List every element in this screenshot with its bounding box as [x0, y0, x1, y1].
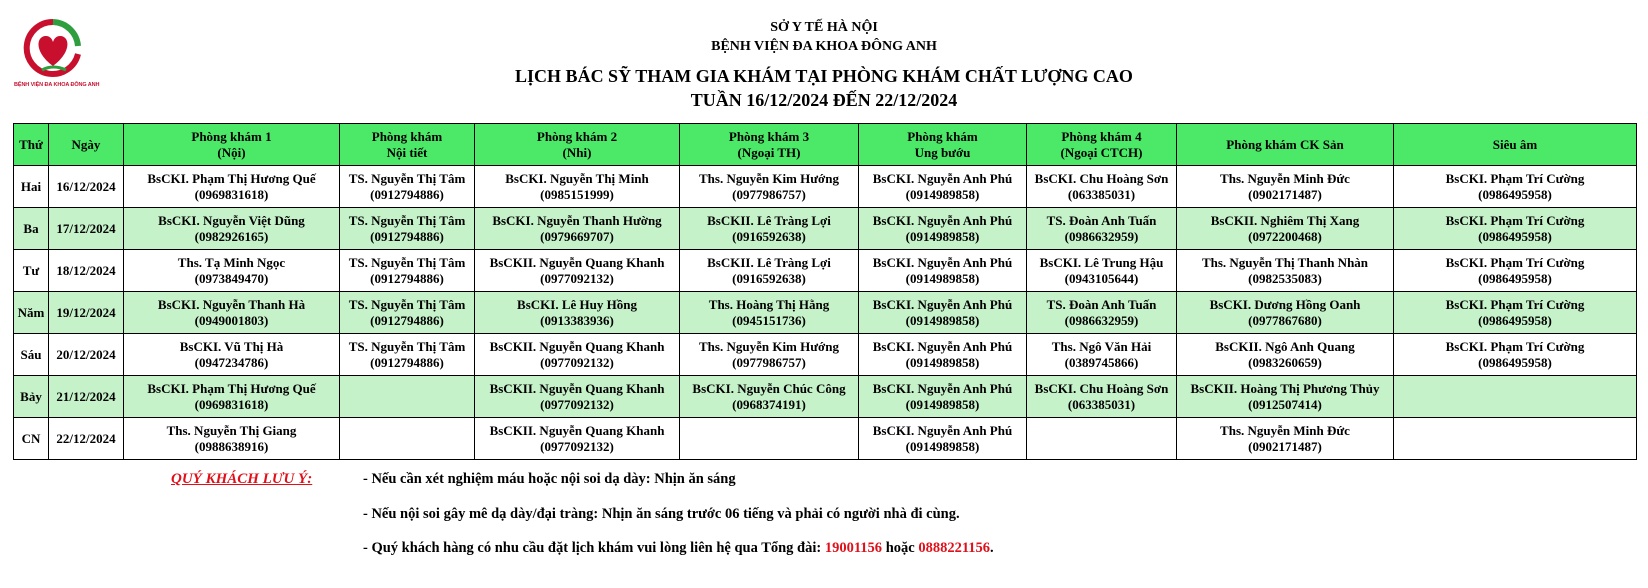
doctor-cell	[340, 292, 475, 334]
doctor-cell	[859, 208, 1027, 250]
column-header-title: Siêu âm	[1492, 136, 1538, 152]
doctor-phone: (0977092132)	[540, 396, 614, 412]
date-cell: 17/12/2024	[49, 208, 124, 250]
note-booking-text: - Quý khách hàng có nhu cầu đặt lịch khám vui lòng liên hệ qua Tổng đài:	[363, 540, 825, 556]
doctor-phone: (0914989858)	[905, 186, 980, 202]
doctor-name: Ths. Nguyễn Thị Thanh Nhàn	[1201, 254, 1369, 270]
doctor-name: TS. Đoàn Anh Tuấn	[1046, 212, 1157, 228]
doctor-cell	[1027, 418, 1177, 460]
doctor-cell	[1394, 166, 1637, 208]
doctor-cell	[1027, 334, 1177, 376]
doctor-cell	[124, 166, 340, 208]
doctor-name: BsCKI. Phạm Thị Hương Quế	[147, 170, 316, 186]
doctor-name: BsCKII. Lê Tràng Lợi	[707, 212, 831, 228]
column-header	[340, 124, 475, 166]
note-booking-end: .	[990, 540, 994, 556]
doctor-phone: (0914989858)	[905, 354, 980, 370]
page-title: LỊCH BÁC SỸ THAM GIA KHÁM TẠI PHÒNG KHÁM CHẤT LƯỢNG CAO	[515, 66, 1133, 86]
doctor-name: Ths. Nguyễn Minh Đức	[1220, 170, 1350, 186]
doctor-cell	[340, 250, 475, 292]
doctor-name: BsCKII. Nguyễn Quang Khanh	[489, 338, 665, 354]
table-row	[14, 250, 1637, 292]
doctor-phone: (0982535083)	[1248, 270, 1322, 286]
doctor-cell	[340, 418, 475, 460]
doctor-cell	[1394, 418, 1637, 460]
doctor-phone: (0982926165)	[194, 228, 269, 244]
doctor-name: BsCKI. Nguyễn Anh Phú	[872, 296, 1013, 312]
doctor-cell	[1027, 250, 1177, 292]
doctor-cell	[859, 334, 1027, 376]
doctor-phone: (0943105644)	[1064, 270, 1139, 286]
doctor-cell	[124, 376, 340, 418]
column-header-subtitle: (Nội)	[217, 144, 246, 160]
note-blood-test: - Nếu cần xét nghiệm máu hoặc nội soi dạ dày: Nhịn ăn sáng	[363, 471, 736, 487]
doctor-name: TS. Đoàn Anh Tuấn	[1046, 296, 1157, 312]
doctor-cell	[1177, 166, 1394, 208]
doctor-phone: (0979669707)	[540, 228, 614, 244]
doctor-name: BsCKI. Nguyễn Thị Minh	[505, 170, 649, 186]
doctor-cell	[680, 166, 859, 208]
doctor-name: TS. Nguyễn Thị Tâm	[348, 170, 466, 186]
doctor-name: TS. Nguyễn Thị Tâm	[348, 296, 466, 312]
doctor-name: BsCKII. Nguyễn Quang Khanh	[489, 422, 665, 438]
column-header-title: Phòng khám 1	[191, 128, 272, 144]
doctor-phone: (0986632959)	[1064, 312, 1139, 328]
doctor-cell	[340, 334, 475, 376]
doctor-phone: (0969831618)	[194, 186, 269, 202]
column-header-subtitle: (Ngoại TH)	[737, 144, 801, 160]
doctor-cell	[680, 292, 859, 334]
day-cell: Bảy	[14, 376, 49, 418]
doctor-phone: (0949001803)	[194, 312, 269, 328]
doctor-phone: (0916592638)	[732, 228, 806, 244]
day-cell: Sáu	[14, 334, 49, 376]
doctor-cell	[1394, 292, 1637, 334]
hospital-name: BỆNH VIỆN ĐA KHOA ĐÔNG ANH	[711, 39, 937, 54]
doctor-phone: (0977092132)	[540, 438, 614, 454]
doctor-cell	[124, 418, 340, 460]
doctor-name: BsCKI. Lê Trung Hậu	[1039, 254, 1164, 270]
doctor-cell	[1177, 418, 1394, 460]
hotline-2: 0888221156	[918, 540, 991, 556]
doctor-cell	[1177, 334, 1394, 376]
doctor-phone: (0977986757)	[732, 186, 806, 202]
note-booking	[363, 540, 994, 557]
note-endoscopy: - Nếu nội soi gây mê dạ dày/đại tràng: Nhịn ăn sáng trước 06 tiếng và phải có người nhà đi cùng.	[363, 506, 960, 522]
doctor-cell	[475, 166, 680, 208]
doctor-phone: (0986495958)	[1478, 186, 1552, 202]
day-cell: Tư	[14, 250, 49, 292]
doctor-cell	[859, 418, 1027, 460]
doctor-phone: (0985151999)	[540, 186, 614, 202]
logo-caption: BỆNH VIỆN ĐA KHOA ĐÔNG ANH	[14, 82, 100, 88]
table-row	[14, 292, 1637, 334]
doctor-cell	[340, 208, 475, 250]
doctor-phone: (0912794886)	[370, 186, 444, 202]
doctor-name: BsCKI. Chu Hoàng Sơn	[1034, 170, 1169, 186]
doctor-cell	[124, 208, 340, 250]
doctor-cell	[1027, 376, 1177, 418]
column-header	[49, 124, 124, 166]
table-row	[14, 334, 1637, 376]
doctor-cell	[1394, 250, 1637, 292]
doctor-phone: (0977092132)	[540, 270, 614, 286]
doctor-cell	[680, 208, 859, 250]
hotline-1: 19001156	[824, 540, 883, 556]
doctor-name: Ths. Nguyễn Kim Hướng	[699, 170, 839, 186]
column-header	[859, 124, 1027, 166]
doctor-phone: (0986632959)	[1064, 228, 1139, 244]
doctor-cell	[475, 376, 680, 418]
doctor-phone: (0986495958)	[1478, 312, 1552, 328]
doctor-phone: (0912794886)	[370, 312, 444, 328]
column-header-subtitle: (Ngoại CTCH)	[1060, 144, 1143, 160]
doctor-phone: (0912794886)	[370, 228, 444, 244]
column-header	[475, 124, 680, 166]
doctor-name: BsCKI. Nguyễn Anh Phú	[872, 422, 1013, 438]
doctor-name: BsCKI. Phạm Trí Cường	[1445, 338, 1585, 354]
column-header	[1394, 124, 1637, 166]
column-header-title: Phòng khám CK Sản	[1226, 136, 1344, 152]
doctor-name: BsCKII. Ngô Anh Quang	[1215, 338, 1355, 354]
table-row	[14, 208, 1637, 250]
doctor-phone: (0968374191)	[732, 396, 806, 412]
column-header	[1027, 124, 1177, 166]
doctor-phone: (063385031)	[1067, 396, 1136, 412]
doctor-phone: (0973849470)	[194, 270, 269, 286]
doctor-cell	[859, 166, 1027, 208]
doctor-name: BsCKI. Lê Huy Hồng	[517, 296, 637, 312]
doctor-phone: (0912794886)	[370, 354, 444, 370]
doctor-name: BsCKI. Phạm Trí Cường	[1445, 212, 1585, 228]
doctor-name: Ths. Nguyễn Kim Hướng	[699, 338, 839, 354]
doctor-name: BsCKI. Nguyễn Anh Phú	[872, 380, 1013, 396]
date-cell: 20/12/2024	[49, 334, 124, 376]
doctor-name: BsCKII. Nguyễn Quang Khanh	[489, 254, 665, 270]
day-cell: CN	[14, 418, 49, 460]
doctor-name: BsCKI. Nguyễn Anh Phú	[872, 170, 1013, 186]
doctor-phone: (0986495958)	[1478, 228, 1552, 244]
doctor-name: BsCKII. Nghiêm Thị Xang	[1210, 212, 1360, 228]
doctor-cell	[340, 376, 475, 418]
doctor-cell	[1177, 250, 1394, 292]
doctor-name: BsCKII. Hoàng Thị Phương Thủy	[1190, 380, 1380, 396]
doctor-name: BsCKI. Nguyễn Việt Dũng	[158, 212, 305, 228]
doctor-cell	[1394, 208, 1637, 250]
schedule-table	[13, 123, 1637, 460]
column-header-title: Thứ	[19, 136, 43, 152]
doctor-phone: (0986495958)	[1478, 270, 1552, 286]
doctor-name: BsCKII. Nguyễn Quang Khanh	[489, 380, 665, 396]
column-header-subtitle: Ung bướu	[914, 144, 971, 160]
doctor-cell	[124, 250, 340, 292]
doctor-cell	[1177, 376, 1394, 418]
doctor-cell	[475, 334, 680, 376]
doctor-cell	[1394, 334, 1637, 376]
doctor-cell	[124, 334, 340, 376]
doctor-name: BsCKI. Dương Hồng Oanh	[1209, 296, 1361, 312]
doctor-cell	[475, 208, 680, 250]
doctor-name: Ths. Tạ Minh Ngọc	[177, 254, 286, 270]
date-cell: 22/12/2024	[49, 418, 124, 460]
doctor-cell	[1394, 376, 1637, 418]
table-header-row	[14, 124, 1637, 166]
doctor-phone: (0977986757)	[732, 354, 806, 370]
doctor-phone: (0969831618)	[194, 396, 269, 412]
doctor-phone: (0912794886)	[370, 270, 444, 286]
doctor-cell	[859, 376, 1027, 418]
date-cell: 19/12/2024	[49, 292, 124, 334]
doctor-name: BsCKI. Nguyễn Anh Phú	[872, 212, 1013, 228]
table-row	[14, 166, 1637, 208]
doctor-name: BsCKI. Vũ Thị Hà	[179, 338, 284, 354]
column-header-title: Phòng khám 2	[536, 128, 618, 144]
doctor-name: TS. Nguyễn Thị Tâm	[348, 212, 466, 228]
table-row	[14, 376, 1637, 418]
doctor-phone: (0916592638)	[732, 270, 806, 286]
doctor-name: BsCKII. Lê Tràng Lợi	[707, 254, 831, 270]
column-header-title: Phòng khám 4	[1061, 128, 1142, 144]
doctor-name: BsCKI. Nguyễn Thanh Hường	[492, 212, 662, 228]
doctor-name: BsCKI. Phạm Trí Cường	[1445, 296, 1585, 312]
department-title: SỞ Y TẾ HÀ NỘI	[770, 20, 878, 35]
doctor-phone: (0977867680)	[1248, 312, 1322, 328]
doctor-cell	[124, 292, 340, 334]
doctor-name: BsCKI. Phạm Thị Hương Quế	[147, 380, 316, 396]
doctor-phone: (0914989858)	[905, 270, 980, 286]
doctor-phone: (0914989858)	[905, 312, 980, 328]
doctor-cell	[680, 376, 859, 418]
doctor-name: Ths. Hoàng Thị Hằng	[708, 296, 830, 312]
column-header-title: Phòng khám 3	[728, 128, 810, 144]
doctor-name: BsCKI. Phạm Trí Cường	[1445, 170, 1585, 186]
doctor-phone: (0913383936)	[540, 312, 614, 328]
doctor-name: TS. Nguyễn Thị Tâm	[348, 254, 466, 270]
doctor-phone: (0389745866)	[1064, 354, 1139, 370]
doctor-phone: (0988638916)	[194, 438, 269, 454]
doctor-phone: (0972200468)	[1248, 228, 1322, 244]
day-cell: Ba	[14, 208, 49, 250]
doctor-cell	[1027, 208, 1177, 250]
notes-title: QUÝ KHÁCH LƯU Ý:	[171, 471, 313, 487]
doctor-phone: (0914989858)	[905, 438, 980, 454]
doctor-cell	[1177, 208, 1394, 250]
doctor-name: Ths. Nguyễn Thị Giang	[166, 422, 297, 438]
doctor-name: BsCKI. Nguyễn Anh Phú	[872, 338, 1013, 354]
doctor-name: BsCKI. Nguyễn Thanh Hà	[157, 296, 306, 312]
table-row	[14, 418, 1637, 460]
doctor-phone: (0947234786)	[194, 354, 269, 370]
doctor-phone: (0977092132)	[540, 354, 614, 370]
doctor-cell	[1027, 292, 1177, 334]
column-header	[124, 124, 340, 166]
column-header-title: Ngày	[71, 136, 101, 152]
doctor-phone: (0914989858)	[905, 228, 980, 244]
doctor-cell	[680, 250, 859, 292]
doctor-cell	[475, 418, 680, 460]
doctor-name: BsCKI. Chu Hoàng Sơn	[1034, 380, 1169, 396]
doctor-phone: (0914989858)	[905, 396, 980, 412]
date-cell: 21/12/2024	[49, 376, 124, 418]
doctor-phone: (0902171487)	[1248, 186, 1322, 202]
doctor-phone: (0983260659)	[1248, 354, 1322, 370]
week-range: TUẦN 16/12/2024 ĐẾN 22/12/2024	[690, 90, 958, 110]
doctor-name: TS. Nguyễn Thị Tâm	[348, 338, 466, 354]
column-header	[14, 124, 49, 166]
date-cell: 18/12/2024	[49, 250, 124, 292]
doctor-phone: (0912507414)	[1248, 396, 1322, 412]
doctor-name: BsCKI. Nguyễn Chúc Công	[692, 380, 846, 396]
column-header-subtitle: Nội tiết	[386, 144, 428, 160]
doctor-cell	[680, 334, 859, 376]
doctor-cell	[340, 166, 475, 208]
day-cell: Năm	[14, 292, 49, 334]
column-header	[1177, 124, 1394, 166]
note-booking-or: hoặc	[882, 540, 919, 556]
doctor-phone: (0902171487)	[1248, 438, 1322, 454]
column-header-subtitle: (Nhi)	[562, 144, 592, 160]
column-header-title: Phòng khám	[907, 128, 978, 144]
doctor-cell	[475, 292, 680, 334]
doctor-phone: (063385031)	[1067, 186, 1136, 202]
doctor-cell	[859, 250, 1027, 292]
date-cell: 16/12/2024	[49, 166, 124, 208]
doctor-phone: (0986495958)	[1478, 354, 1552, 370]
doctor-cell	[680, 418, 859, 460]
doctor-cell	[475, 250, 680, 292]
doctor-cell	[1027, 166, 1177, 208]
doctor-phone: (0945151736)	[732, 312, 806, 328]
doctor-name: Ths. Nguyễn Minh Đức	[1220, 422, 1350, 438]
doctor-name: BsCKI. Phạm Trí Cường	[1445, 254, 1585, 270]
doctor-name: BsCKI. Nguyễn Anh Phú	[872, 254, 1013, 270]
doctor-name: Ths. Ngô Văn Hải	[1051, 338, 1152, 354]
column-header	[680, 124, 859, 166]
doctor-cell	[859, 292, 1027, 334]
day-cell: Hai	[14, 166, 49, 208]
column-header-title: Phòng khám	[371, 128, 443, 144]
doctor-cell	[1177, 292, 1394, 334]
